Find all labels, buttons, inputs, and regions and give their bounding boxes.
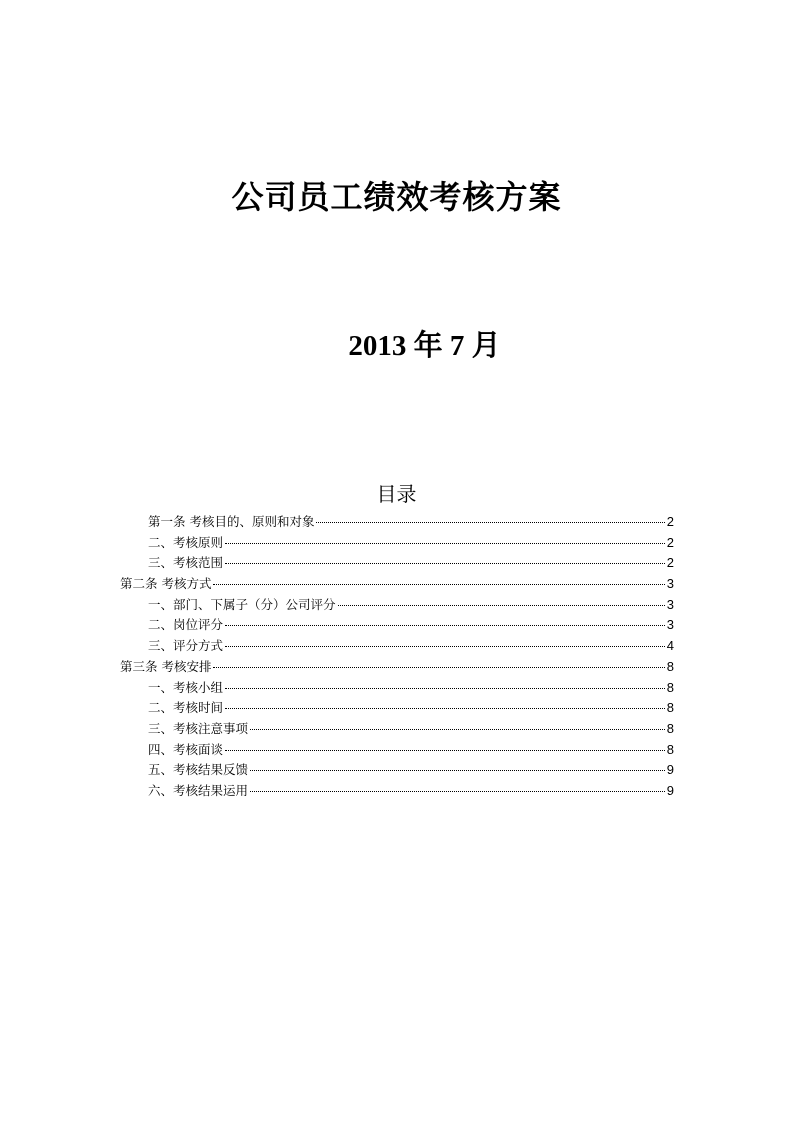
- toc-dot-leader: [225, 708, 665, 709]
- toc-entry-page: 2: [666, 555, 674, 571]
- toc-dot-leader: [225, 688, 665, 689]
- toc-entry-text: 第三条 考核安排: [120, 658, 212, 674]
- toc-dot-leader: [250, 770, 665, 771]
- toc-entry-text: 四、考核面谈: [148, 741, 224, 757]
- toc-entry-page: 3: [666, 576, 674, 592]
- toc-dot-leader: [250, 791, 665, 792]
- toc-entry[interactable]: [120, 615, 674, 636]
- toc-entry-text: 五、考核结果反馈: [148, 762, 249, 778]
- toc-entry[interactable]: [120, 553, 674, 574]
- toc-entry-page: 8: [666, 720, 674, 736]
- toc-entry-page: 4: [666, 638, 674, 654]
- toc-entry-page: 2: [666, 534, 674, 550]
- toc-entry[interactable]: [120, 698, 674, 719]
- document-date: 2013 年 7 月: [348, 330, 501, 362]
- toc-entry[interactable]: [120, 781, 674, 802]
- table-of-contents: [120, 512, 674, 802]
- toc-dot-leader: [316, 522, 664, 523]
- toc-dot-leader: [225, 625, 665, 626]
- toc-entry-text: 第一条 考核目的、原则和对象: [148, 514, 315, 529]
- toc-dot-leader: [225, 543, 665, 544]
- toc-entry[interactable]: [120, 574, 674, 595]
- toc-entry-page: 3: [666, 617, 674, 633]
- toc-entry[interactable]: [120, 719, 674, 740]
- toc-entry[interactable]: [120, 760, 674, 781]
- toc-dot-leader: [225, 563, 665, 564]
- toc-dot-leader: [338, 605, 665, 606]
- document-title: 公司员工绩效考核方案: [231, 178, 562, 216]
- toc-entry[interactable]: [120, 740, 674, 761]
- toc-entry-text: 三、考核范围: [148, 555, 224, 571]
- toc-entry-text: 一、考核小组: [148, 679, 224, 695]
- toc-heading: 目录: [376, 482, 417, 506]
- toc-entry-page: 8: [666, 658, 674, 674]
- toc-entry-text: 二、考核原则: [148, 534, 224, 550]
- toc-entry-text: 第二条 考核方式: [120, 576, 212, 592]
- toc-entry-text: 六、考核结果运用: [148, 782, 249, 798]
- toc-entry-page: 8: [666, 741, 674, 757]
- toc-entry[interactable]: [120, 657, 674, 678]
- toc-entry-page: 3: [666, 596, 674, 612]
- toc-entry-text: 三、考核注意事项: [148, 720, 249, 736]
- toc-entry[interactable]: [120, 636, 674, 657]
- toc-dot-leader: [213, 667, 664, 668]
- toc-entry-page: 8: [666, 700, 674, 716]
- toc-entry-text: 三、评分方式: [148, 638, 224, 654]
- toc-dot-leader: [250, 729, 665, 730]
- toc-entry-page: 9: [666, 782, 674, 798]
- toc-entry[interactable]: [120, 678, 674, 699]
- toc-dot-leader: [213, 584, 664, 585]
- toc-entry-page: 9: [666, 762, 674, 778]
- toc-dot-leader: [225, 750, 665, 751]
- toc-entry-page: 2: [666, 514, 674, 529]
- toc-entry[interactable]: [120, 512, 674, 533]
- toc-entry[interactable]: [120, 595, 674, 616]
- toc-entry[interactable]: [120, 533, 674, 554]
- toc-entry-page: 8: [666, 679, 674, 695]
- toc-dot-leader: [225, 646, 665, 647]
- toc-entry-text: 二、岗位评分: [148, 617, 224, 633]
- toc-entry-text: 二、考核时间: [148, 700, 224, 716]
- toc-entry-text: 一、部门、下属子（分）公司评分: [148, 596, 336, 612]
